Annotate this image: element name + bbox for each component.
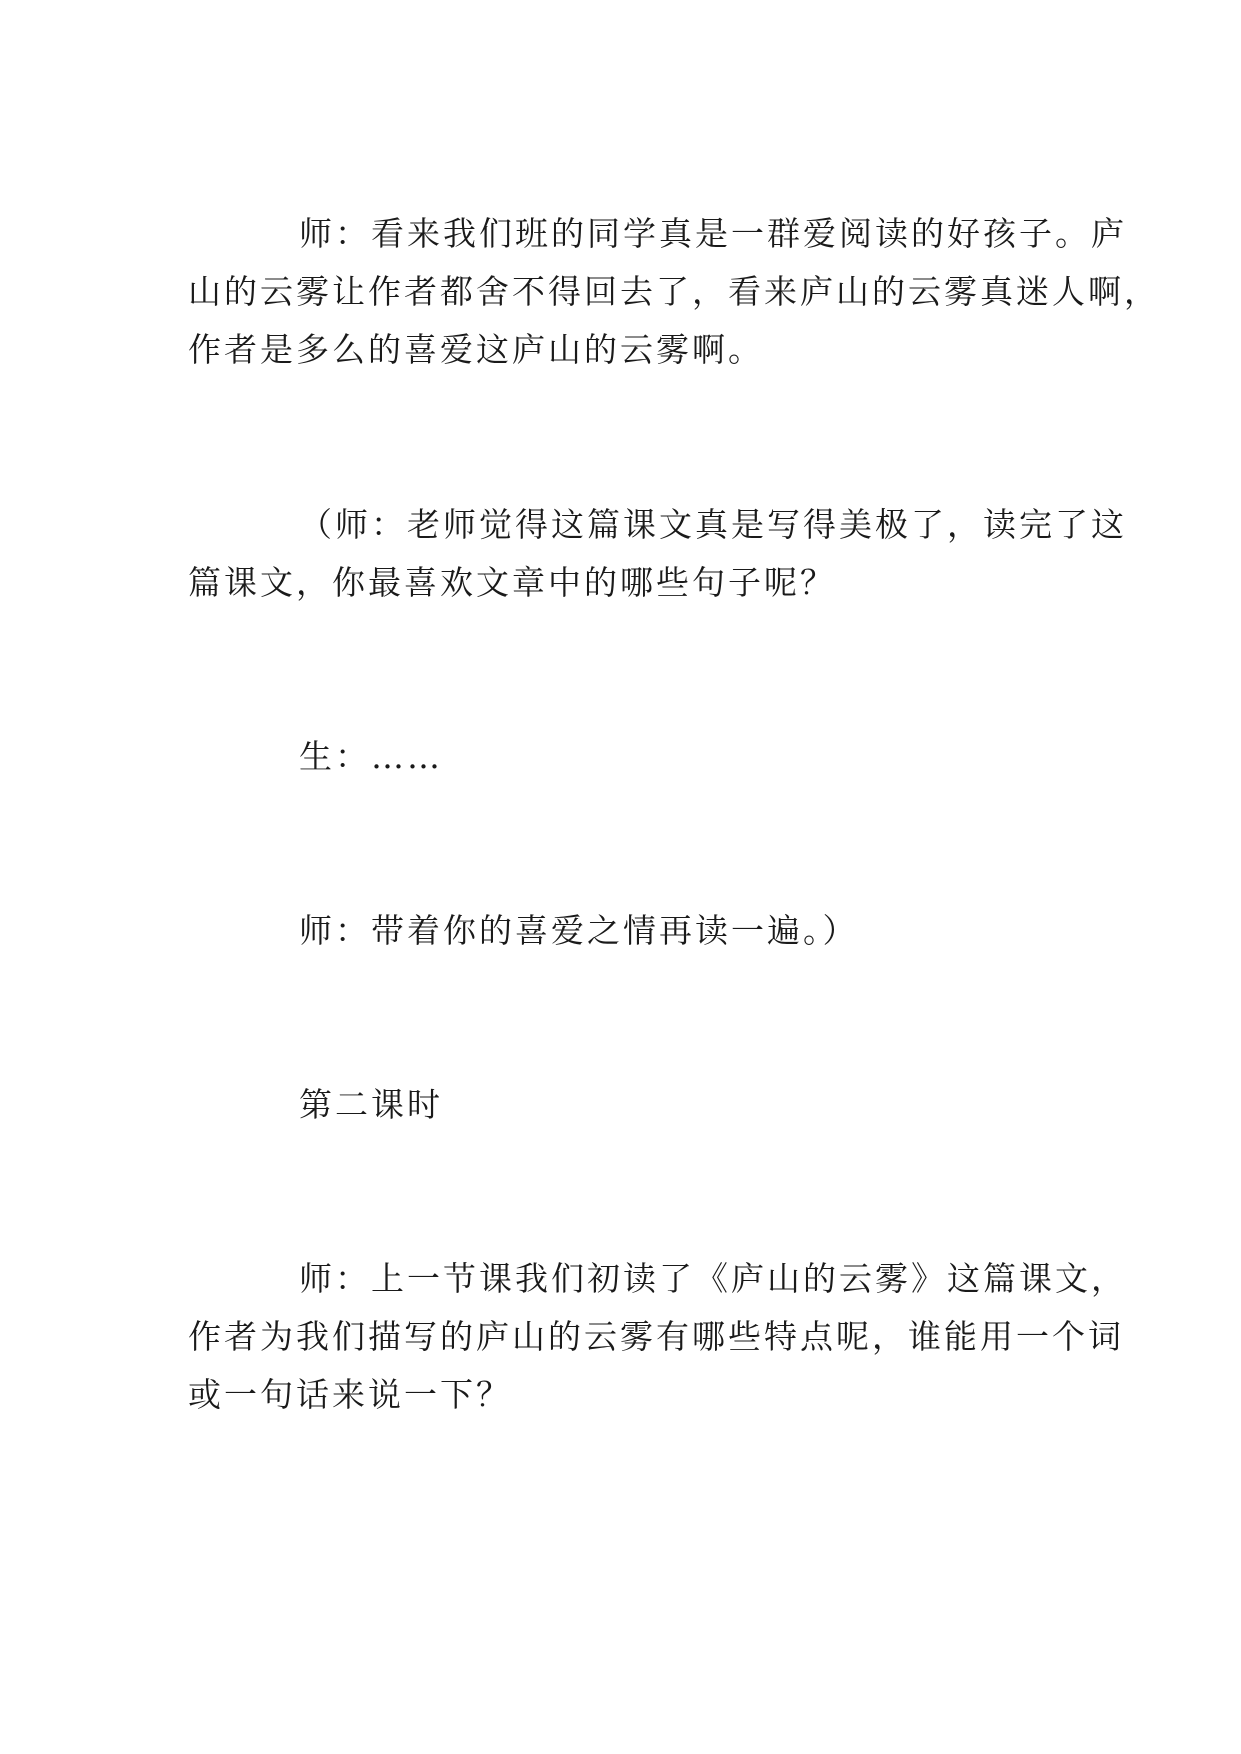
paragraph-teacher-review <box>188 1250 1127 1424</box>
paragraph-line: 山的云雾让作者都舍不得回去了，看来庐山的云雾真迷人啊， <box>188 272 1160 311</box>
paragraph-teacher-question <box>188 496 1127 612</box>
section-heading <box>188 1076 1068 1134</box>
paragraph-line: 师：带着你的喜爱之情再读一遍。） <box>299 911 859 950</box>
paragraph-line: 作者是多么的喜爱这庐山的云雾啊。 <box>188 330 764 369</box>
paragraph-teacher-praise <box>188 205 1160 379</box>
paragraph-line: 师：上一节课我们初读了《庐山的云雾》这篇课文， <box>299 1259 1127 1298</box>
paragraph-line: 作者为我们描写的庐山的云雾有哪些特点呢，谁能用一个词 <box>188 1317 1124 1356</box>
paragraph-student-reply <box>188 728 1068 786</box>
paragraph-line: 师：看来我们班的同学真是一群爱阅读的好孩子。庐 <box>299 214 1127 253</box>
paragraph-line: 篇课文，你最喜欢文章中的哪些句子呢？ <box>188 563 836 602</box>
paragraph-line: （师：老师觉得这篇课文真是写得美极了，读完了这 <box>299 505 1127 544</box>
paragraph-line: 生：…… <box>299 737 443 776</box>
paragraph-teacher-instruction <box>188 902 1068 960</box>
paragraph-line: 或一句话来说一下？ <box>188 1375 512 1414</box>
paragraph-line: 第二课时 <box>299 1085 443 1124</box>
